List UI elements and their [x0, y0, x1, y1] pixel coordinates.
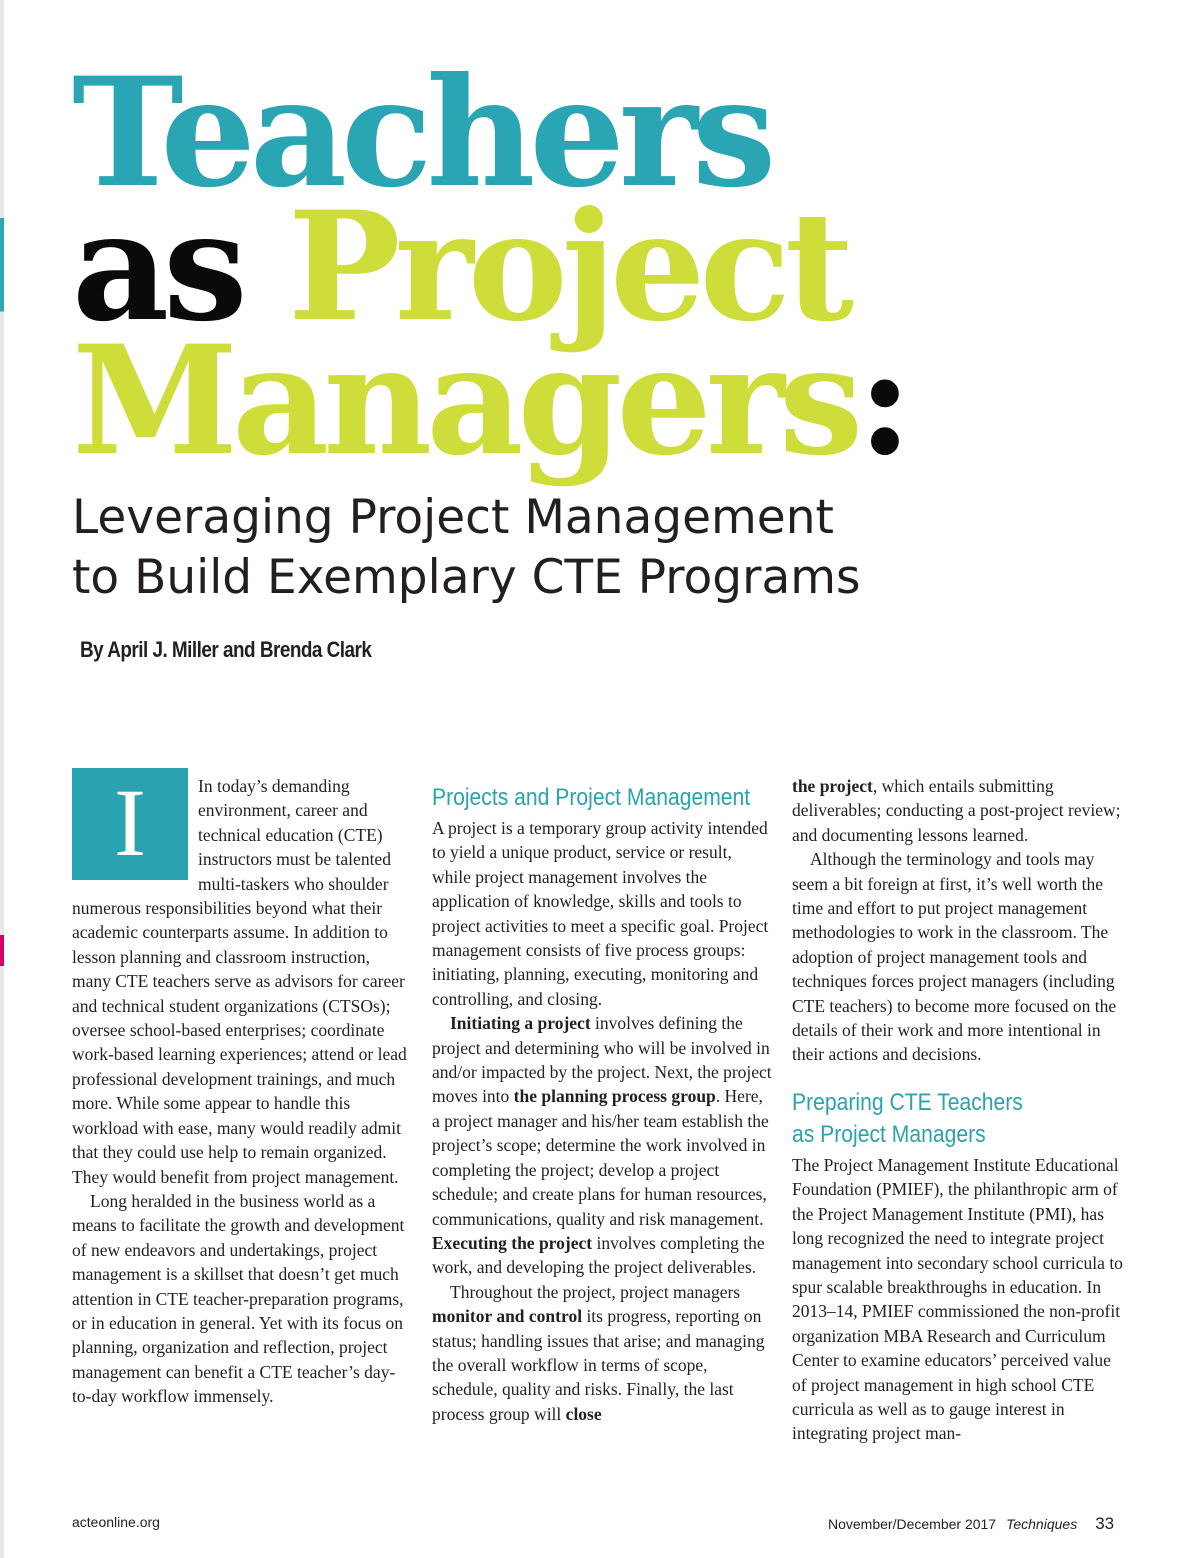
col2-paragraph-2: [432, 1011, 772, 1279]
col2-paragraph-1: A project is a temporary group activity intended to yield a unique product, service or result, while project management involves the application of knowledge, skills and tools to project activities to meet a specific goal. Project management consists of five process groups: initiating, planning, executing, monitoring and controlling, and closing.: [432, 818, 769, 1009]
footer-website: acteonline.org: [72, 1514, 160, 1530]
section-heading-preparing: [792, 1087, 1087, 1151]
title-colon: :: [857, 313, 907, 489]
page-number: 33: [1095, 1514, 1115, 1533]
col1-paragraph-2: Long heralded in the business world as a means to facilitate the growth and development of new endeavors and undertakings, project management is a skillset that doesn’t get much attention in CTE teacher-preparation programs, or in education in general. Yet with its focus on planning, organization and reflection, project management can benefit a CTE teacher’s day-to-day workflow immensely.: [72, 1190, 405, 1407]
byline: By April J. Miller and Brenda Clark: [80, 637, 372, 662]
text-span: Throughout the project, project managers: [450, 1281, 741, 1302]
article-title: [72, 45, 907, 489]
col3-paragraph-3: The Project Management Institute Educational Foundation (PMIEF), the philanthropic arm of the Project Management Institute (PMI), has long recognized the need to integrate project management into secondary school curricula to spur scalable breakthroughs in education. In 2013–14, PMIEF commissioned the non-profit organization MBA Research and Curriculum Center to examine educators’ perceived value of project management in high school CTE curricula as well as to gauge interest in integrating project man-: [792, 1154, 1123, 1444]
title-word-as: as: [72, 179, 242, 355]
bold-close: close: [565, 1403, 602, 1424]
heading-line-2: as Project Managers: [792, 1120, 986, 1148]
column-2: [432, 774, 772, 1426]
bold-executing: Executing the project: [432, 1232, 593, 1253]
heading-line-1: Preparing CTE Teachers: [792, 1088, 1023, 1116]
article-subtitle: [72, 488, 861, 608]
page-edge-strip: [0, 0, 4, 1558]
bold-the-project: the project: [792, 776, 873, 796]
column-3: [792, 774, 1127, 1446]
title-line-3: [72, 313, 907, 489]
text-span: . Here, a project manager and his/her team establish the project’s scope; determine the work involved in completing the project; develop a project schedule; and create plans for human resources, communications, quality and risk management.: [432, 1086, 769, 1229]
col3-paragraph-2: Although the terminology and tools may seem a bit foreign at first, it’s well worth the time and effort to put project management methodologies to work in the classroom. The adoption of project management tools and techniques forces project managers (including CTE teachers) to become more focused on the details of their work and more intentional in their actions and decisions.: [792, 849, 1117, 1065]
col1-paragraph-1: In today’s demanding environment, career and technical education (CTE) instructors must be talented multi-taskers who shoulder numerous responsibilities beyond what their academic counterparts assume. In addition to lesson planning and classroom instruction, many CTE teachers serve as advisors for career and technical student organizations (CTSOs); oversee school-based enterprises; coordinate work-based learning experiences; attend or lead professional development trainings, and much more. While some appear to handle this workload with ease, many would readily admit that they could use help to remain organized. They would benefit from project management.: [72, 776, 407, 1187]
footer-issue-info: [828, 1514, 1114, 1534]
footer-issue-date: November/December 2017: [828, 1516, 997, 1532]
column-1: [72, 769, 407, 1409]
title-word-managers: Managers: [72, 313, 858, 489]
col3-paragraph-1: [792, 774, 1127, 847]
text-span: its progress, reporting on status; handling issues that arise; and managing the overall workflow in terms of scope, schedule, quality and risks. Finally, the last process group will: [432, 1306, 765, 1424]
subtitle-line-1: Leveraging Project Management: [72, 490, 834, 545]
subtitle-line-2: to Build Exemplary CTE Programs: [72, 550, 861, 605]
col2-paragraph-3: [432, 1280, 772, 1426]
title-word-project: Project: [287, 179, 849, 355]
text-span: involves defining the project and determining who will be involved in and/or impacted by the project. Next, the project moves into: [432, 1013, 772, 1107]
text-span: , which entails submitting deliverables; conducting a post-project review; and documenting lessons learned.: [792, 776, 1121, 845]
footer-magazine-name: Techniques: [1006, 1516, 1078, 1532]
text-span: involves completing the work, and developing the project deliverables.: [432, 1232, 765, 1278]
section-heading-projects: Projects and Project Management: [432, 784, 751, 811]
bold-planning: the planning process group: [513, 1086, 716, 1107]
bold-initiating: Initiating a project: [450, 1013, 591, 1034]
bold-monitor-control: monitor and control: [432, 1306, 583, 1327]
drop-cap: I: [72, 768, 188, 880]
title-line-1: Teachers: [72, 45, 771, 221]
